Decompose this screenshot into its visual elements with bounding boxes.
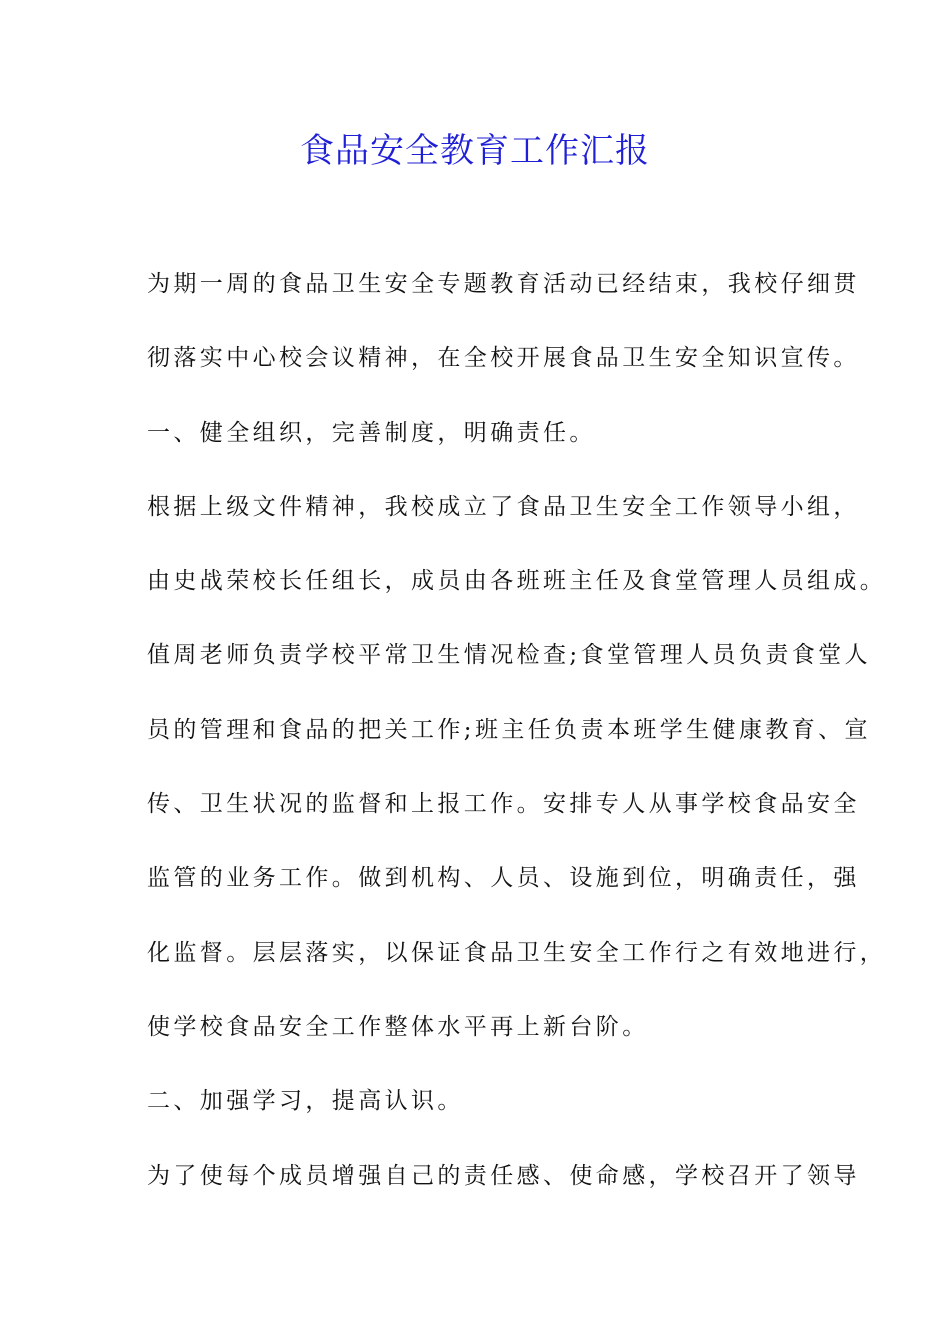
- body-line: 为期一周的食品卫生安全专题教育活动已经结束，我校仔细贯: [147, 271, 860, 297]
- body-line: 使学校食品安全工作整体水平再上新台阶。: [147, 1013, 649, 1040]
- body-line: 彻落实中心校会议精神，在全校开展食品卫生安全知识宣传。: [147, 345, 860, 372]
- body-line: 传、卫生状况的监督和上报工作。安排专人从事学校食品安全: [147, 791, 860, 818]
- body-line: 化监督。层层落实，以保证食品卫生安全工作行之有效地进行，: [147, 939, 887, 966]
- body-line: 值周老师负责学校平常卫生情况检查;食堂管理人员负责食堂人: [147, 642, 871, 669]
- body-line: 为了使每个成员增强自己的责任感、使命感，学校召开了领导: [147, 1162, 860, 1189]
- document-body: [147, 262, 887, 1228]
- body-line: 监管的业务工作。做到机构、人员、设施到位，明确责任，强: [147, 865, 860, 892]
- section-heading: 一、健全组织，完善制度，明确责任。: [147, 419, 596, 446]
- body-line: 根据上级文件精神，我校成立了食品卫生安全工作领导小组，: [147, 493, 860, 520]
- section-heading: 二、加强学习，提高认识。: [147, 1088, 464, 1115]
- document-title: 食品安全教育工作汇报: [300, 131, 650, 171]
- body-line: 由史战荣校长任组长，成员由各班班主任及食堂管理人员组成。: [147, 568, 887, 595]
- body-line: 员的管理和食品的把关工作;班主任负责本班学生健康教育、宣: [147, 716, 871, 743]
